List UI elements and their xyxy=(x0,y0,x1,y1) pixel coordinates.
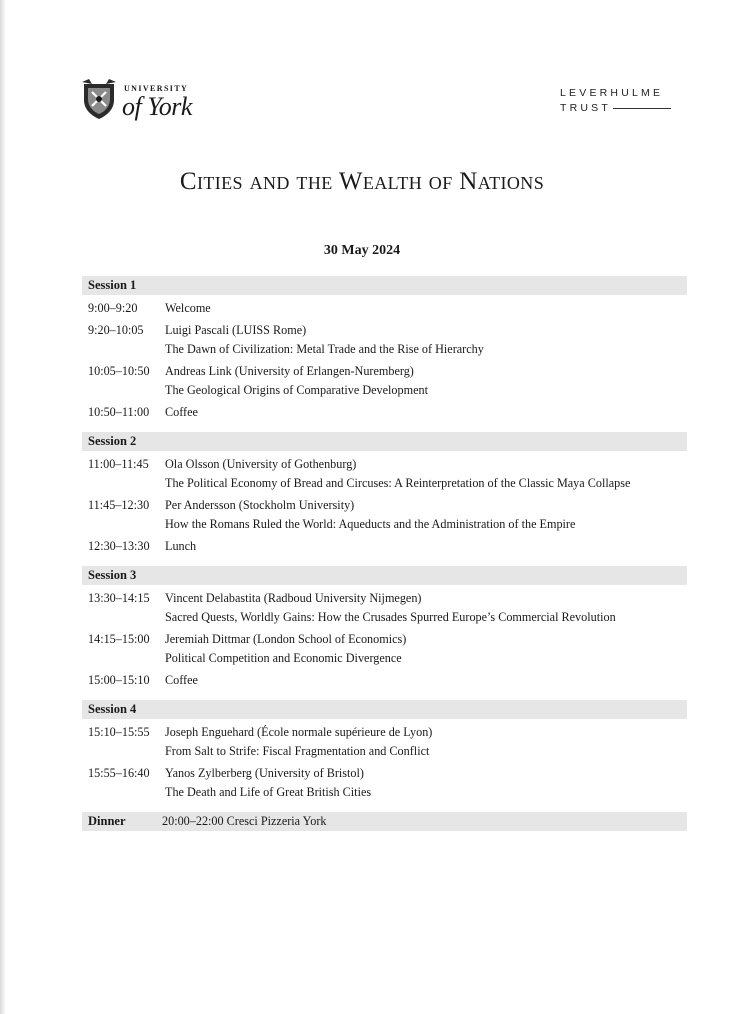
session-header: Session 3 xyxy=(82,566,687,585)
talk-details xyxy=(165,455,687,493)
speaker: Yanos Zylberberg (University of Bristol) xyxy=(165,766,364,780)
session-header: Session 2 xyxy=(82,432,687,451)
schedule-row xyxy=(82,537,687,556)
time-slot: 11:00–11:45 xyxy=(88,457,149,471)
speaker: Joseph Enguehard (École normale supérieure de Lyon) xyxy=(165,725,433,739)
dinner-row xyxy=(82,812,687,831)
speaker: Andreas Link (University of Erlangen-Nuremberg) xyxy=(165,364,414,378)
header-logos xyxy=(0,0,750,130)
trust-text: TRUST xyxy=(560,102,611,114)
event-date: 30 May 2024 xyxy=(323,243,401,258)
schedule-row xyxy=(82,630,687,668)
activity: Welcome xyxy=(165,301,211,315)
schedule-row xyxy=(82,321,687,359)
talk-title: The Geological Origins of Comparative Development xyxy=(165,383,428,397)
activity: Lunch xyxy=(165,539,197,553)
schedule-row xyxy=(82,403,687,422)
activity: Coffee xyxy=(165,673,198,687)
time-slot: 12:30–13:30 xyxy=(88,539,150,553)
talk-details xyxy=(165,321,687,359)
talk-title: The Political Economy of Bread and Circuses: A Reinterpretation of the Classic Maya Collapse xyxy=(165,476,631,490)
speaker: Jeremiah Dittmar (London School of Economics) xyxy=(165,632,407,646)
time-slot: 10:50–11:00 xyxy=(88,405,150,419)
session-header: Session 1 xyxy=(82,276,687,295)
schedule-row xyxy=(82,589,687,627)
talk-title: How the Romans Ruled the World: Aqueducts and the Administration of the Empire xyxy=(165,517,576,531)
session-block xyxy=(82,700,687,802)
york-crest-icon xyxy=(80,78,118,120)
leverhulme-trust-logo xyxy=(560,86,680,116)
talk-title: Political Competition and Economic Divergence xyxy=(165,651,402,665)
talk-details xyxy=(165,537,687,556)
schedule-row xyxy=(82,362,687,400)
schedule-row xyxy=(82,496,687,534)
talk-details xyxy=(165,764,687,802)
talk-details xyxy=(165,589,687,627)
time-slot: 15:00–15:10 xyxy=(88,673,150,687)
session-block xyxy=(82,276,687,422)
schedule-row xyxy=(82,299,687,318)
talk-title: Sacred Quests, Worldly Gains: How the Crusades Spurred Europe’s Commercial Revolution xyxy=(165,610,616,624)
talk-details xyxy=(165,723,687,761)
time-slot: 15:55–16:40 xyxy=(88,766,150,780)
time-slot: 14:15–15:00 xyxy=(88,632,150,646)
time-slot: 9:00–9:20 xyxy=(88,301,138,315)
talk-details xyxy=(165,630,687,668)
speaker: Per Andersson (Stockholm University) xyxy=(165,498,355,512)
activity: Coffee xyxy=(165,405,198,419)
dinner-details: 20:00–22:00 Cresci Pizzeria York xyxy=(162,814,327,828)
trust-rule xyxy=(613,108,671,109)
leverhulme-text: LEVERHULME xyxy=(560,87,664,99)
talk-details xyxy=(165,403,687,422)
talk-details xyxy=(165,671,687,690)
talk-title: From Salt to Strife: Fiscal Fragmentation and Conflict xyxy=(165,744,430,758)
talk-title: The Death and Life of Great British Cities xyxy=(165,785,372,799)
talk-details xyxy=(165,496,687,534)
page-title: Cities and the Wealth of Nations xyxy=(179,168,545,195)
speaker: Vincent Delabastita (Radboud University Nijmegen) xyxy=(165,591,422,605)
time-slot: 15:10–15:55 xyxy=(88,725,150,739)
session-block xyxy=(82,566,687,690)
time-slot: 9:20–10:05 xyxy=(88,323,144,337)
session-header: Session 4 xyxy=(82,700,687,719)
schedule-row xyxy=(82,723,687,761)
schedule-row xyxy=(82,764,687,802)
york-university-text: UNIVERSITY xyxy=(124,84,189,93)
talk-details xyxy=(165,299,687,318)
talk-title: The Dawn of Civilization: Metal Trade and the Rise of Hierarchy xyxy=(165,342,484,356)
programme-table xyxy=(82,276,687,831)
talk-details xyxy=(165,362,687,400)
time-slot: 13:30–14:15 xyxy=(88,591,150,605)
university-of-york-logo xyxy=(80,78,200,124)
schedule-row xyxy=(82,671,687,690)
page-edge-shadow xyxy=(0,0,6,1014)
schedule-row xyxy=(82,455,687,493)
time-slot: 10:05–10:50 xyxy=(88,364,150,378)
session-block xyxy=(82,432,687,556)
york-name-text: of York xyxy=(122,92,192,121)
speaker: Luigi Pascali (LUISS Rome) xyxy=(165,323,307,337)
speaker: Ola Olsson (University of Gothenburg) xyxy=(165,457,357,471)
dinner-label: Dinner xyxy=(88,814,126,828)
time-slot: 11:45–12:30 xyxy=(88,498,150,512)
